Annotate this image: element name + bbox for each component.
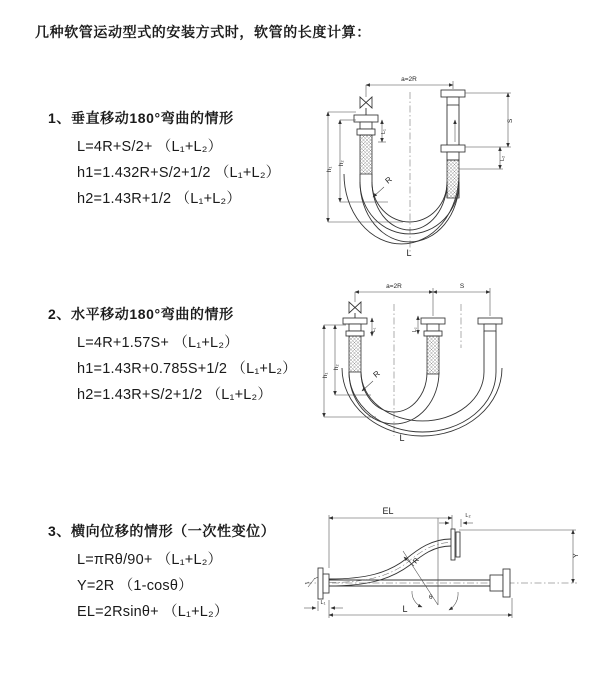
- valve-icon: [360, 85, 372, 115]
- dim-a2r-label: a=2R: [386, 283, 402, 290]
- section-2-heading: 2、水平移动180°弯曲的情形: [48, 306, 234, 322]
- left-flange: [318, 568, 329, 599]
- right-connector: [441, 90, 465, 198]
- dim-l2-label: L₂: [465, 513, 471, 519]
- dim-r-label: R: [412, 556, 421, 566]
- dim-h1-label: h₁: [327, 166, 333, 172]
- hose-loop: [344, 174, 459, 244]
- section-3-formula-EL: EL=2Rsinθ+ （L₁+L₂）: [77, 604, 229, 620]
- section-3-formula-Y: Y=2R （1-cosθ）: [77, 578, 193, 594]
- dim-l2: [412, 316, 418, 334]
- radius-leader: [373, 175, 394, 197]
- section-3-heading: 3、横向位移的情形（一次性变位）: [48, 523, 276, 539]
- dim-l1-label: L₁: [320, 600, 326, 606]
- middle-connector: [421, 318, 445, 374]
- section-2-formula-h1: h1=1.43R+0.785S+1/2 （L₁+L₂）: [77, 361, 297, 377]
- dim-s: [433, 283, 490, 316]
- pipe-break-mark: [305, 577, 318, 587]
- dim-s-label: S: [459, 283, 465, 290]
- diagram-lateral-displacement: [300, 498, 600, 646]
- hose-braid: [427, 336, 439, 374]
- section-3-formula-L: L=πRθ/90+ （L₁+L₂）: [77, 552, 223, 568]
- dim-s: [465, 93, 514, 147]
- dim-l2: [459, 147, 506, 169]
- section-3: [48, 521, 275, 625]
- section-1-formula-h2: h2=1.43R+1/2 （L₁+L₂）: [77, 191, 242, 207]
- dim-el-label: EL: [382, 506, 394, 516]
- dim-el: [329, 506, 452, 568]
- section-1-formula-h1: h1=1.432R+S/2+1/2 （L₁+L₂）: [77, 165, 281, 181]
- left-connector: [343, 318, 367, 372]
- shifted-connector: [478, 318, 502, 344]
- valve-icon: [349, 292, 361, 318]
- dim-l2: [439, 513, 473, 527]
- section-2: [48, 304, 297, 408]
- dim-l1-label: L₁: [381, 129, 387, 134]
- dim-l1: [371, 318, 377, 336]
- top-flange: [451, 529, 455, 560]
- hose-braid: [349, 336, 361, 372]
- section-2-formula-h2: h2=1.43R+S/2+1/2 （L₁+L₂）: [77, 387, 273, 403]
- dim-a2r: [355, 283, 433, 316]
- dim-h2-label: h₂: [339, 160, 345, 166]
- dim-y: [459, 530, 580, 583]
- dim-theta-label: θ: [429, 594, 433, 601]
- dim-h1-label: h₁: [323, 372, 329, 378]
- displaced-hose: [329, 529, 460, 586]
- dim-a2r: [366, 76, 453, 89]
- dim-l: [329, 598, 512, 618]
- dim-r-label: R: [383, 174, 394, 186]
- hose-braid: [360, 135, 372, 174]
- dim-l1-label: L₁: [371, 327, 377, 332]
- left-connector: [354, 115, 378, 174]
- dim-l-label: L: [399, 433, 405, 443]
- diagram-vertical-180-bend: [318, 70, 538, 262]
- dim-r-label: R: [371, 368, 382, 380]
- diagram-horizontal-180-bend: [316, 276, 551, 448]
- dim-l1: [378, 120, 387, 142]
- section-2-formula-L: L=4R+1.57S+ （L₁+L₂）: [77, 335, 239, 351]
- radius-leader: [362, 369, 382, 391]
- dim-s-label: S: [507, 118, 514, 123]
- section-1-heading: 1、垂直移动180°弯曲的情形: [48, 110, 234, 126]
- angle-construction: [403, 518, 458, 610]
- dim-h2-label: h₂: [334, 364, 340, 370]
- dim-a2r-label: a=2R: [401, 76, 417, 83]
- dim-l-label: L: [402, 604, 408, 614]
- page-title: 几种软管运动型式的安装方式时，软管的长度计算：: [35, 24, 371, 40]
- hose-loops: [342, 344, 502, 436]
- section-1: [48, 108, 280, 212]
- dim-l2-label: L₂: [500, 155, 506, 161]
- right-flange: [503, 569, 510, 597]
- dim-l1: [304, 600, 343, 611]
- section-1-formula-L: L=4R+S/2+ （L₁+L₂）: [77, 139, 223, 155]
- dim-l-label: L: [406, 248, 412, 258]
- dim-y-label: Y: [573, 553, 580, 558]
- dim-l2-label: L₂: [412, 327, 418, 332]
